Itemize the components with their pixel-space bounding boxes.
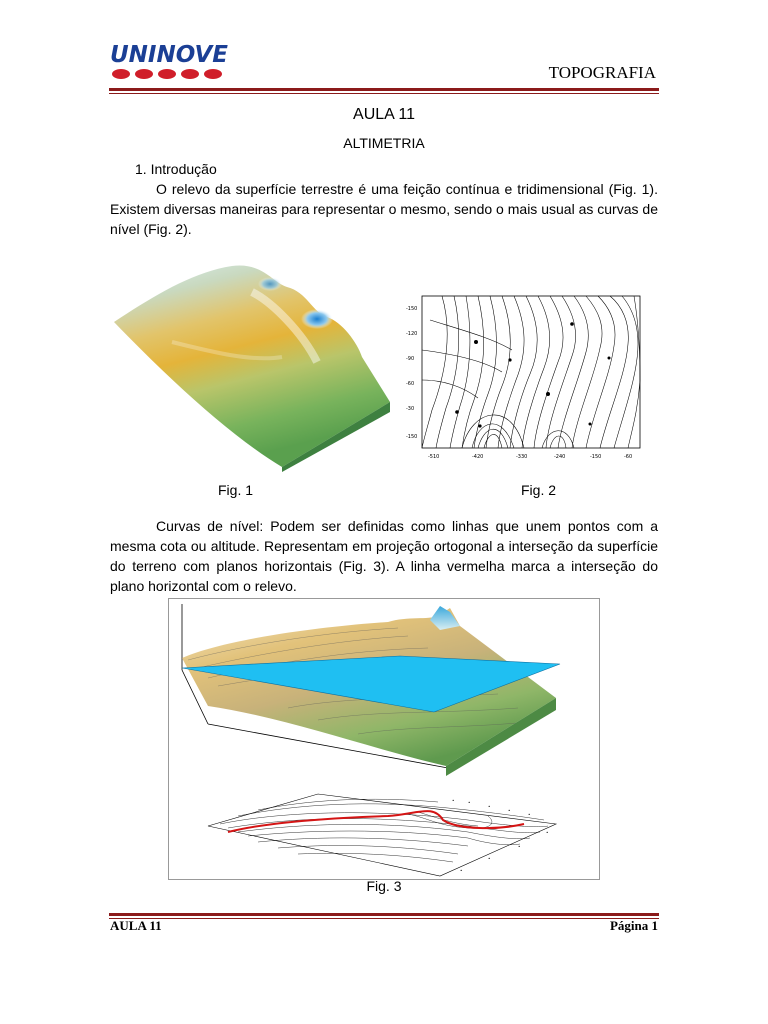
section-heading: 1. Introdução [135, 161, 217, 177]
fig2-caption: Fig. 2 [521, 482, 557, 498]
svg-text:-150: -150 [406, 306, 418, 312]
svg-text:-420: -420 [472, 454, 484, 460]
lesson-title: AULA 11 [353, 106, 415, 123]
logo-dots [112, 69, 222, 79]
fig3-caption: Fig. 3 [366, 878, 402, 894]
svg-text:•: • [488, 804, 491, 809]
svg-text:•: • [528, 812, 531, 817]
svg-text:-90: -90 [406, 356, 415, 362]
header-rule-thin [109, 93, 659, 94]
intro-paragraph: O relevo da superfície terrestre é uma feição contínua e tridimensional (Fig. 1). Existem diversas maneiras para representar o mesmo, sendo o mais usual as curvas de nível (Fig. 2). [110, 181, 658, 237]
svg-text:•: • [508, 808, 511, 813]
svg-text:•: • [460, 868, 463, 873]
footer-page-number: Página 1 [609, 918, 658, 933]
fig1-relief-surface [112, 262, 392, 474]
svg-text:-510: -510 [428, 454, 440, 460]
svg-text:•: • [452, 798, 455, 803]
svg-text:-30: -30 [406, 406, 415, 412]
svg-text:-330: -330 [516, 454, 528, 460]
svg-text:•: • [488, 856, 491, 861]
svg-text:-240: -240 [554, 454, 566, 460]
header-title: TOPOGRAFIA [548, 63, 656, 82]
footer-rule [109, 913, 659, 916]
fig1-caption: Fig. 1 [218, 482, 254, 498]
fig3-terrain-plane [168, 598, 600, 880]
svg-text:•: • [546, 830, 549, 835]
lesson-subtitle: ALTIMETRIA [343, 135, 425, 151]
header-rule [109, 88, 659, 91]
contour-paragraph: Curvas de nível: Podem ser definidas como linhas que unem pontos com a mesma cota ou altitude. Representam em projeção ortogonal a interseção da superfície do terreno com planos horizontais (Fig. 3). A linha vermelha marca a interseção do plano horizontal com o relevo. [110, 518, 658, 594]
svg-text:•: • [468, 800, 471, 805]
footer-rule-thin [109, 918, 659, 919]
svg-text:-60: -60 [624, 454, 633, 460]
svg-text:-150: -150 [406, 434, 418, 440]
fig2-contour-map [402, 290, 654, 465]
svg-text:-60: -60 [406, 381, 415, 387]
svg-text:-120: -120 [406, 331, 418, 337]
svg-text:-150: -150 [590, 454, 602, 460]
svg-text:•: • [518, 844, 521, 849]
uninove-logo [110, 42, 230, 82]
footer-lesson: AULA 11 [110, 918, 162, 933]
logo-text: UNINOVE [110, 42, 228, 68]
